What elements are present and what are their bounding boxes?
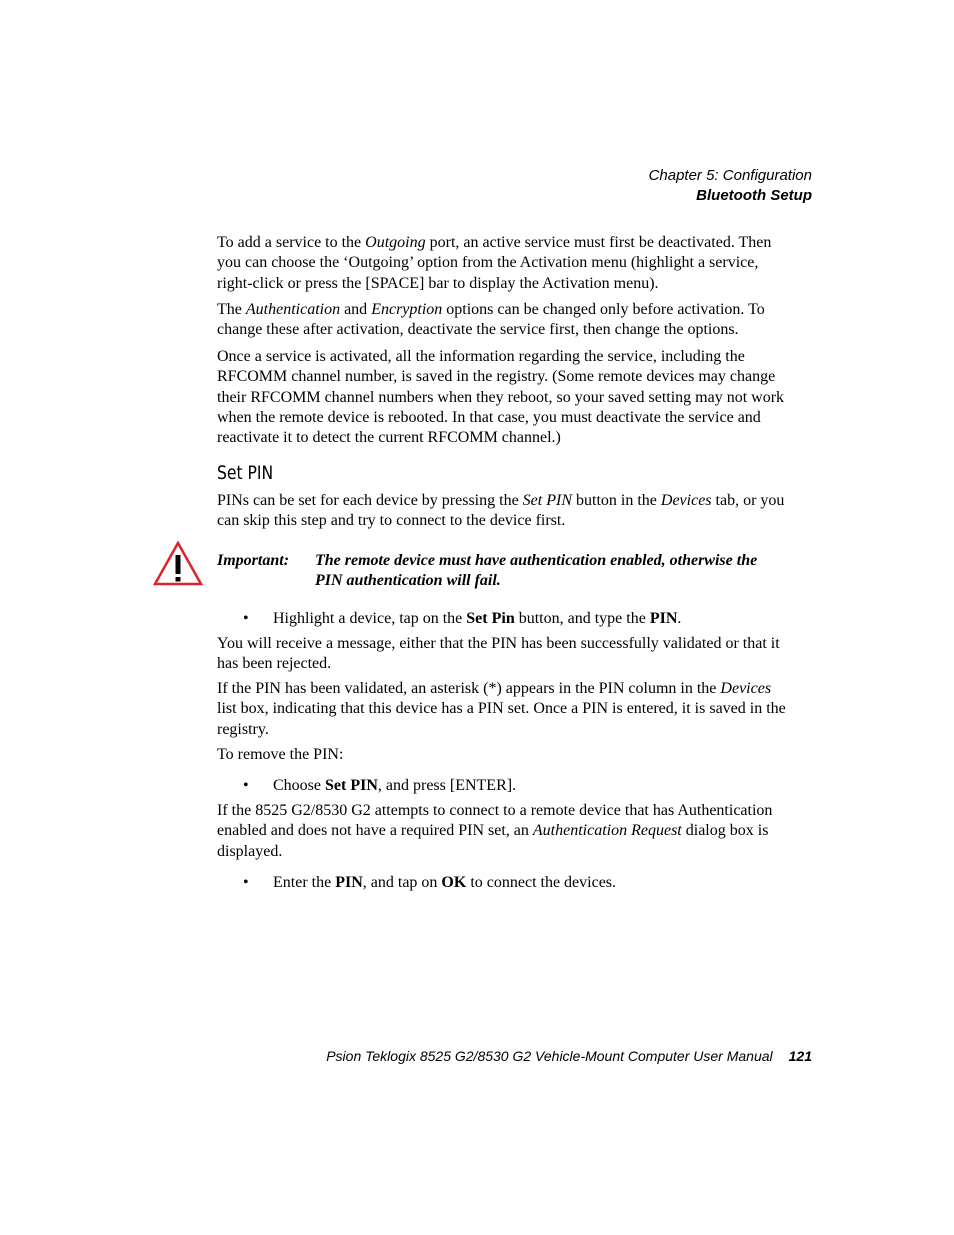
intro-paragraph-registry: Once a service is activated, all the information regarding the service, including the RFCOMM channel number, is saved in the registry. (Some remote devices may change their RFCOMM channel numbers when they reboot, so your saved setting may not work when the remote device is rebooted. In that case, you must deactivate the service and reactivate it to detect the current RFCOMM channel.)	[217, 348, 785, 447]
footer-manual-title: Psion Teklogix 8525 G2/8530 G2 Vehicle-Mount Computer User Manual	[326, 1048, 773, 1064]
section-heading-set-pin: Set PIN	[217, 462, 274, 484]
page-number: 121	[788, 1048, 812, 1064]
set-pin-paragraph-message: You will receive a message, either that the PIN has been successfully validated or that it has been rejected.	[217, 635, 780, 673]
page-footer	[326, 1048, 812, 1064]
intro-paragraph-outgoing: To add a service to the Outgoing port, an active service must first be deactivated. Then you can choose the ‘Outgoing’ option from the Activation menu (highlight a service, right-click or press the [SPACE] bar to display the Activation menu).	[217, 234, 772, 292]
bullet-marker: •	[243, 874, 249, 891]
set-pin-paragraph-auth-request: If the 8525 G2/8530 G2 attempts to connect to a remote device that has Authentication enabled and does not have a required PIN set, an Authentication Request dialog box is displayed.	[217, 802, 773, 860]
set-pin-paragraph-validated: If the PIN has been validated, an asterisk (*) appears in the PIN column in the Devices list box, indicating that this device has a PIN set. Once a PIN is entered, it is saved in the registry.	[217, 680, 786, 738]
set-pin-paragraph-remove: To remove the PIN:	[217, 746, 344, 763]
important-label: Important:	[217, 552, 290, 569]
manual-page: Chapter 5: Configuration Bluetooth Setup To add a service to the Outgoing port, an active service must first be deactivated. Then you can choose the ‘Outgoing’ option from the Activation menu (highlight a service, right-click or press the [SPACE] bar to display the Activation menu). The Authentication and Encryption options can be changed only before activation. To change these after activation, deactivate the service first, then change the options. Once a service is activated, all the information regarding the service, including the RFCOMM channel number, is saved in the registry. (Some remote devices may change their RFCOMM channel numbers when they reboot, so your saved setting may not work when the remote device is rebooted. In that case, you must deactivate the service and reactivate it to detect the current RFCOMM channel.) Set PIN PINs can be set for each device by pressing the Set PIN button in the Devices tab, or you can skip this step and try to connect to the device first. Important: The remote device must have authentication enabled, otherwise the PIN authentication will fail. • Highlight a device, tap on the Set Pin button, and type the PIN. You will receive a message, either that the PIN has been successfully validated or that it has been rejected. If the PIN has been validated, an asterisk (*) appears in the PIN column in the Devices list box, indicating that this device has a PIN set. Once a PIN is entered, it is saved in the registry. To remove the PIN: • Choose Set PIN, and press [ENTER]. If the 8525 G2/8530 G2 attempts to connect to a remote device that has Authentication enabled and does not have a required PIN set, an Authentication Request dialog box is displayed. • Enter the PIN, and tap on OK to connect the devices. Psion Teklogix 8525 G2/8530 G2 Vehicle-Mount Computer User Manual 121	[0, 0, 954, 1235]
running-header-section: Bluetooth Setup	[696, 187, 812, 204]
important-message: The remote device must have authentication enabled, otherwise the PIN authentication will fail.	[315, 552, 758, 589]
bullet-marker: •	[243, 610, 249, 627]
running-header-chapter: Chapter 5: Configuration	[648, 167, 812, 184]
warning-triangle-icon	[153, 541, 203, 586]
bullet-marker: •	[243, 777, 249, 794]
intro-paragraph-auth-encryption: The Authentication and Encryption options can be changed only before activation. To change these after activation, deactivate the service first, then change the options.	[217, 301, 765, 339]
set-pin-paragraph-intro: PINs can be set for each device by pressing the Set PIN button in the Devices tab, or you can skip this step and try to connect to the device first.	[217, 492, 785, 530]
